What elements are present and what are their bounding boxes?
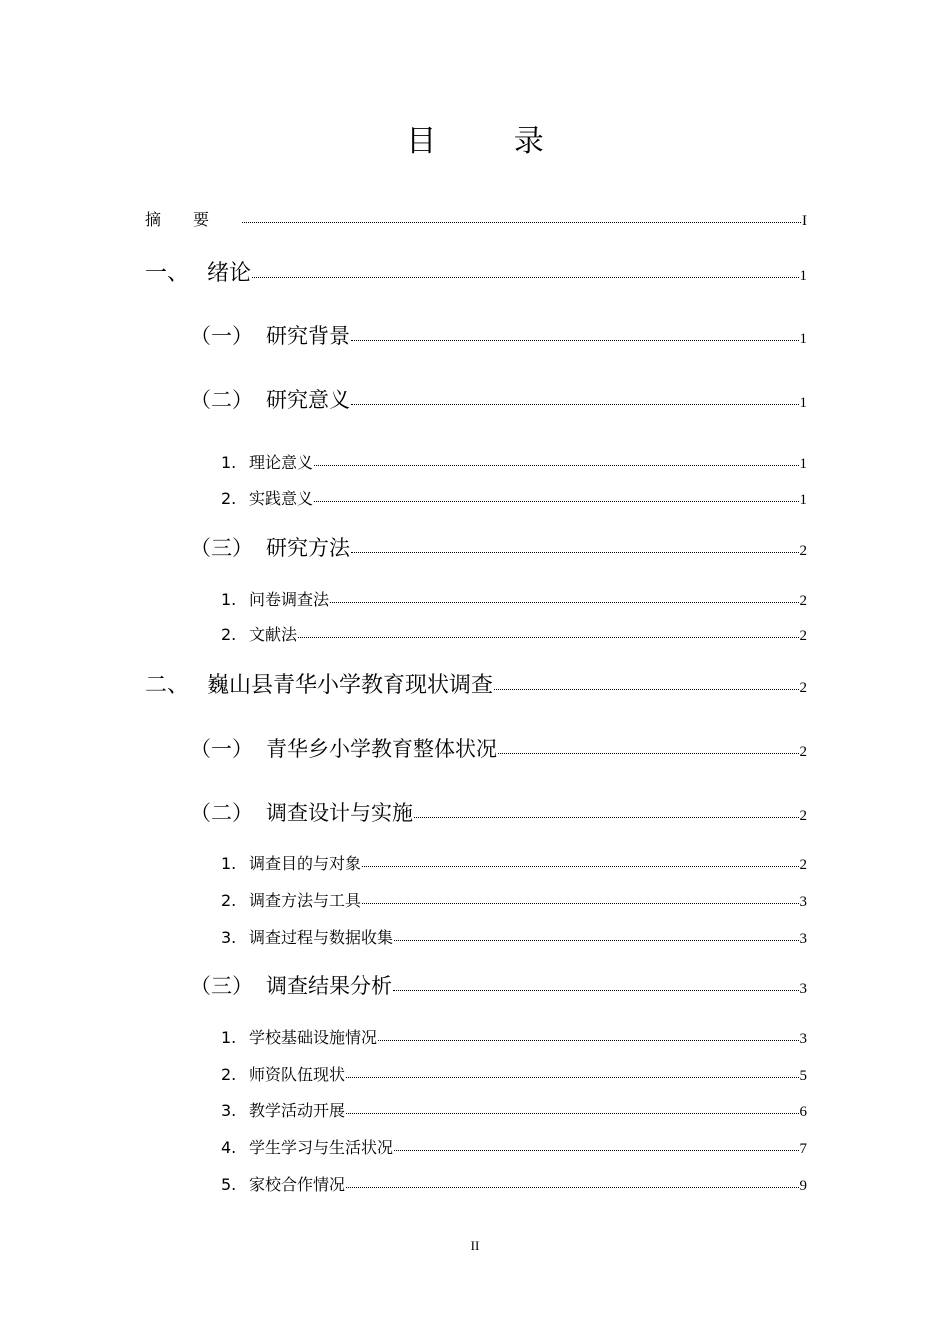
toc-entry-subsection[interactable] [221,587,807,610]
toc-leader-dots [362,866,798,867]
toc-entry-number: 二、 [145,673,190,698]
toc-page-number: 3 [799,894,807,910]
toc-entry-label: 研究方法 [266,536,350,560]
toc-leader-dots [394,940,798,941]
toc-entry-number: 1. [221,1028,237,1047]
toc-leader-dots [351,340,799,341]
toc-entry-number: 2. [221,1065,237,1084]
toc-entry-section[interactable] [190,970,807,1000]
toc-page-number: 1 [799,395,807,411]
toc-page-number: 2 [799,593,807,609]
toc-page-number: 1 [799,492,807,508]
toc-entry-label: 理论意义 [249,453,314,472]
toc-page-number: 2 [799,808,807,824]
toc-leader-dots [298,637,798,638]
toc-leader-dots [351,552,799,553]
toc-entry-section[interactable] [190,320,807,350]
toc-entry-subsection[interactable] [221,851,807,874]
toc-page-number: 1 [799,268,807,284]
toc-entry-number: （二） [190,801,253,825]
toc-entry-number: （三） [190,974,253,998]
toc-page-number: 2 [799,628,807,644]
toc-entry-chapter[interactable] [145,668,807,699]
toc-page-number: 1 [799,456,807,472]
toc-leader-dots [346,1113,798,1114]
toc-entry-section[interactable] [190,797,807,827]
toc-entry-number: （一） [190,737,253,761]
toc-entry-label: 文献法 [249,625,298,644]
toc-entry-section[interactable] [190,384,807,414]
toc-entry-number: （二） [190,388,253,412]
toc-title: 目 录 [406,124,578,159]
toc-page-number: 2 [799,857,807,873]
toc-entry-label: 绪论 [207,261,252,286]
toc-entry-label: 问卷调查法 [249,590,330,609]
toc-entry-label: 青华乡小学教育整体状况 [266,737,497,761]
toc-entry-subsection[interactable] [221,1098,807,1121]
toc-entry-label: 实践意义 [249,489,314,508]
toc-leader-dots [346,1187,798,1188]
toc-entry-label: 研究背景 [266,324,350,348]
toc-page-number: I [802,213,807,229]
toc-entry-section[interactable] [190,733,807,763]
toc-entry-label: 巍山县青华小学教育现状调查 [207,673,494,698]
page-number-footer: II [470,1238,480,1253]
toc-entry-number: 1. [221,453,237,472]
toc-leader-dots [393,990,799,991]
toc-entry-number: 1. [221,854,237,873]
toc-entry-label: 调查设计与实施 [266,801,413,825]
toc-page-number: 3 [799,1031,807,1047]
toc-entry-label: 学生学习与生活状况 [249,1138,394,1157]
toc-entry-label: 师资队伍现状 [249,1065,346,1084]
toc-leader-dots [414,817,799,818]
toc-entry-label: 调查过程与数据收集 [249,928,394,947]
toc-leader-dots [314,501,798,502]
toc-entry-subsection[interactable] [221,925,807,948]
toc-entry-number: 2. [221,489,237,508]
toc-page-number: 3 [799,931,807,947]
toc-page-number: 3 [799,981,807,997]
toc-entry-number: 4. [221,1138,237,1157]
toc-page-number: 2 [799,744,807,760]
toc-entry-subsection[interactable] [221,450,807,473]
toc-leader-dots [378,1040,798,1041]
toc-entry-number: 2. [221,625,237,644]
toc-entry-label: 调查结果分析 [266,974,392,998]
toc-page-number: 6 [799,1104,807,1120]
toc-leader-dots [394,1150,798,1151]
toc-leader-dots [494,689,798,690]
toc-entry-number: （一） [190,324,253,348]
toc-entry-number: 2. [221,891,237,910]
toc-entry-number: 1. [221,590,237,609]
toc-entry-label: 家校合作情况 [249,1175,346,1194]
toc-entry-subsection[interactable] [221,622,807,645]
toc-entry-subsection[interactable] [221,1062,807,1085]
toc-leader-dots [252,277,798,278]
toc-entry-subsection[interactable] [221,1025,807,1048]
toc-entry-number: 一、 [145,261,190,286]
toc-leader-dots [242,222,801,223]
toc-leader-dots [330,602,798,603]
toc-page-number: 9 [799,1178,807,1194]
toc-entry-number: 5. [221,1175,237,1194]
toc-leader-dots [498,753,799,754]
toc-leader-dots [314,465,798,466]
toc-page-number: 7 [799,1141,807,1157]
toc-entry-subsection[interactable] [221,1172,807,1195]
toc-page-number: 2 [799,680,807,696]
toc-entry-label: 研究意义 [266,388,350,412]
toc-entry-subsection[interactable] [221,888,807,911]
toc-entry-number: （三） [190,536,253,560]
toc-entry-abstract[interactable] [145,207,807,230]
toc-entry-subsection[interactable] [221,1135,807,1158]
toc-entry-label: 调查目的与对象 [249,854,362,873]
toc-entry-section[interactable] [190,532,807,562]
toc-entry-subsection[interactable] [221,486,807,509]
toc-entry-label: 教学活动开展 [249,1101,346,1120]
toc-leader-dots [351,404,799,405]
toc-entry-number: 3. [221,1101,237,1120]
toc-entry-label: 摘要 [145,210,242,229]
toc-entry-chapter[interactable] [145,256,807,287]
toc-leader-dots [346,1077,798,1078]
toc-entry-number: 3. [221,928,237,947]
toc-leader-dots [362,903,798,904]
toc-entry-label: 学校基础设施情况 [249,1028,378,1047]
toc-entry-label: 调查方法与工具 [249,891,362,910]
toc-page-number: 1 [799,331,807,347]
toc-page-number: 2 [799,543,807,559]
toc-page-number: 5 [799,1068,807,1084]
